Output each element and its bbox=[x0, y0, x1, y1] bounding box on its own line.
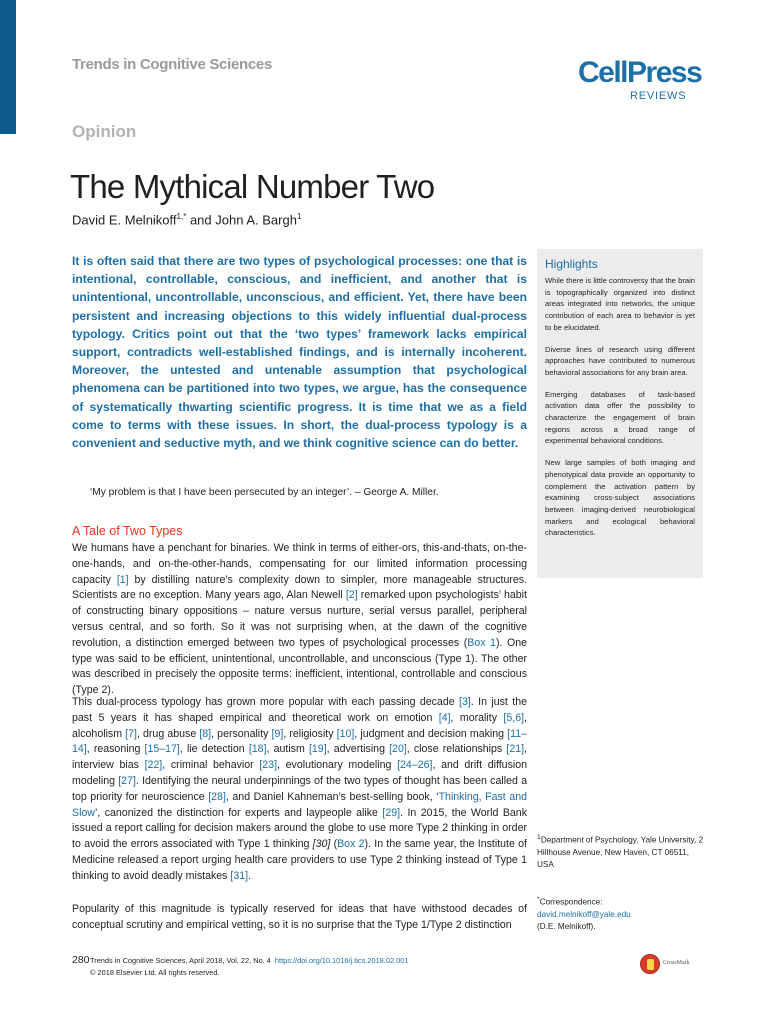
text-run: , interview bias bbox=[72, 743, 527, 772]
journal-name: Trends in Cognitive Sciences bbox=[72, 56, 272, 73]
footer-citation: Trends in Cognitive Sciences, April 2018, Vol. 22, No. 4 bbox=[90, 956, 271, 965]
author-name: David E. Melnikoff bbox=[72, 212, 177, 228]
cellpress-reviews-label: REVIEWS bbox=[630, 90, 687, 102]
correspondence-note bbox=[537, 894, 707, 933]
text-run: , and Daniel Kahneman’s best-selling book, ‘ bbox=[225, 790, 439, 803]
text-run: , evolutionary modeling bbox=[277, 759, 398, 772]
article-type: Opinion bbox=[72, 122, 137, 141]
text-run: , close relationships bbox=[406, 743, 507, 756]
text-run: , religiosity bbox=[283, 727, 337, 740]
text-run: This dual-process typology has grown more popular with each passing decade bbox=[72, 696, 460, 708]
highlight-item: While there is little controversy that the brain is topographically organized into distinct areas integrated into networks, the unique contribution of each area to behavior is yet to be elucidated. bbox=[545, 276, 695, 332]
highlight-item: New large samples of both imaging and phenotypical data provide an opportunity to complement the activation pattern by examining cross-subject associations between imaging-derived neurobiological markers and ecological behavioral characteristics. bbox=[545, 458, 695, 538]
reference-link[interactable]: Thinking, Fast and Slow bbox=[72, 790, 527, 819]
reference-link[interactable]: [31] bbox=[230, 869, 249, 882]
reference-link[interactable]: [5,6] bbox=[503, 711, 525, 724]
reference-link[interactable]: Box 2 bbox=[337, 838, 365, 851]
highlights-box bbox=[537, 249, 703, 578]
text-run: by distilling nature’s complexity down to simpler, more manageable structures. Scientists are no exception. Many years ago, Alan Newell bbox=[72, 573, 527, 602]
footer-copyright: © 2018 Elsevier Ltd. All rights reserved. bbox=[90, 968, 220, 977]
reference-link[interactable]: [3] bbox=[459, 696, 471, 708]
affiliation-text: Department of Psychology, Yale University, 2 Hillhouse Avenue, New Haven, CT 06511, USA bbox=[537, 835, 704, 870]
email-owner: (D.E. Melnikoff). bbox=[537, 922, 596, 932]
text-run: . Identifying the neural underpinnings of the two types of thought has been called a top priority for neuroscience bbox=[72, 774, 527, 803]
reference-link[interactable]: [20] bbox=[389, 743, 407, 756]
text-run: remarked upon psychologists’ habit of constructing binary oppositions – nature versus nurture, serial versus parallel, peripheral versus central, and so forth. So it was not surprising when, at the dawn of the cognitive revolution, a distinction emerged between two types of psychological processes ( bbox=[72, 589, 527, 649]
author-list bbox=[72, 212, 301, 227]
reference-link[interactable]: [23] bbox=[259, 759, 278, 772]
reference-link[interactable]: [10] bbox=[336, 727, 355, 740]
text-run: ). In the same year, the Institute of Medicine released a report urging health care providers to use Type 2 thinking instead of Type 1 thinking to avoid deadly mistakes bbox=[72, 838, 527, 882]
text-run: . In 2015, the World Bank issued a report calling for decision makers around the globe to use more Type 2 thinking in order to avoid the errors associated with Type 1 thinking bbox=[72, 806, 527, 851]
reference-link[interactable]: [1] bbox=[116, 573, 129, 586]
doi-link[interactable]: https://doi.org/10.1016/j.tics.2018.02.001 bbox=[274, 956, 409, 965]
reference-link[interactable]: [4] bbox=[438, 711, 451, 724]
text-run: , and drift diffusion modeling bbox=[72, 759, 528, 787]
article-title: The Mythical Number Two bbox=[70, 168, 435, 206]
reference-link[interactable]: [22] bbox=[144, 759, 163, 772]
reference-link[interactable]: [21] bbox=[506, 743, 525, 756]
reference-link[interactable]: [18] bbox=[248, 743, 267, 756]
crossmark-icon bbox=[640, 954, 660, 974]
reference-link[interactable]: [15–17] bbox=[144, 743, 180, 756]
reference-link[interactable]: [7] bbox=[125, 727, 137, 740]
highlights-title: Highlights bbox=[545, 257, 598, 271]
highlight-item: Emerging databases of task-based activation data offer the possibility to characterize the engagement of brain regions across a broad range of experimental behavioral conditions. bbox=[545, 389, 695, 446]
text-run: , morality bbox=[450, 711, 504, 724]
author-affiliation-mark: 1 bbox=[296, 212, 302, 221]
reference-link[interactable]: [24–26] bbox=[397, 759, 433, 772]
reference-link[interactable]: [28] bbox=[208, 790, 226, 803]
text-run: , judgment and decision making bbox=[354, 727, 508, 740]
text-run: . In just the past 5 years it has shaped empirical and theoretical work on emotion bbox=[72, 696, 527, 724]
text-run: , autism bbox=[266, 743, 309, 756]
correspondence-mark: * bbox=[537, 896, 540, 903]
reference-link[interactable]: [29] bbox=[382, 806, 401, 819]
reference-link[interactable]: [11–14] bbox=[72, 727, 527, 756]
page-number: 280 bbox=[72, 954, 90, 966]
highlight-item: Diverse lines of research using different approaches have contributed to numerous behavioral associations for any brain area. bbox=[545, 344, 695, 377]
book-title: [30] bbox=[312, 838, 331, 851]
affiliation-mark: 1 bbox=[537, 834, 541, 841]
cellpress-logo: CellPress bbox=[578, 56, 702, 89]
text-run: , lie detection bbox=[179, 743, 249, 756]
correspondence-label: Correspondence: bbox=[539, 897, 603, 907]
reference-link[interactable]: [19] bbox=[308, 743, 327, 756]
text-run: ( bbox=[330, 838, 338, 851]
text-run: ). One type was said to be efficient, unintentional, uncontrollable, and unconscious (Type 1). The other was described in precisely the opposite terms: inefficient, intentional, controllable and conscious (Type 2). bbox=[72, 636, 527, 697]
text-run: ’, canonized the distinction for experts and laypeople alike bbox=[94, 806, 383, 819]
body-paragraph-1 bbox=[72, 541, 527, 699]
text-run: , personality bbox=[211, 727, 272, 740]
reference-link[interactable]: [2] bbox=[345, 589, 358, 602]
reference-link[interactable]: [27] bbox=[118, 774, 136, 787]
crossmark-label: CrossMark bbox=[663, 960, 690, 966]
text-run: , criminal behavior bbox=[162, 759, 260, 772]
author-conjunction: and bbox=[189, 212, 212, 228]
text-run: , alcoholism bbox=[72, 711, 527, 740]
reference-link[interactable]: [8] bbox=[199, 727, 212, 740]
box-link[interactable]: Box 1 bbox=[467, 636, 496, 649]
abstract: It is often said that there are two types of psychological processes: one that is intentional, controllable, conscious, and inefficient, and another that is unintentional, uncontrollable, unconscious, and efficient. Yet, there have been persistent and increasing objections to this widely influential dual-process typology. Critics point out that the ‘two types’ framework lacks empirical support, contradicts well-established findings, and is internally incoherent. Moreover, the untested and untenable assumption that psychological phenomena can be partitioned into two types, we argue, has the consequence of systematically thwarting scientific progress. It is time that we as a field come to terms with these issues. In short, the dual-process typology is a convenient and seductive myth, and we think cognitive science can do better. bbox=[72, 254, 527, 451]
text-run: , drug abuse bbox=[136, 727, 200, 740]
section-heading: A Tale of Two Types bbox=[72, 524, 183, 538]
affiliation-note bbox=[537, 832, 707, 871]
journal-color-bar bbox=[0, 0, 16, 134]
text-run: We humans have a penchant for binaries. We think in terms of either-ors, this-and-thats, on-the-one-hands, and on-the-other-hands, compensating for our limited information processing capacity bbox=[72, 542, 527, 586]
text-run: . bbox=[248, 869, 252, 882]
author-affiliation-mark: 1,* bbox=[176, 212, 187, 221]
email-link[interactable]: david.melnikoff@yale.edu bbox=[537, 909, 631, 919]
footer-citation-line bbox=[90, 956, 408, 965]
crossmark-badge[interactable] bbox=[640, 954, 690, 976]
epigraph: ‘My problem is that I have been persecuted by an integer’. – George A. Miller. bbox=[90, 487, 439, 498]
author-name: John A. Bargh bbox=[215, 212, 297, 228]
text-run: , reasoning bbox=[86, 743, 145, 756]
body-paragraph-2 bbox=[72, 695, 527, 885]
text-run: , advertising bbox=[326, 743, 390, 756]
reference-link[interactable]: [9] bbox=[271, 727, 284, 740]
body-paragraph-3: Popularity of this magnitude is typically reserved for ideas that have withstood decades of conceptual scrutiny and empirical vetting, so it is no surprise that the Type 1/Type 2 distinction bbox=[72, 903, 527, 931]
